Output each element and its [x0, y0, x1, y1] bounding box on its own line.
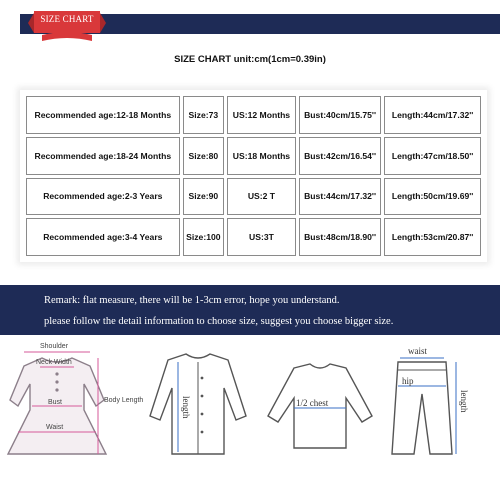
neck-width-label: Neck Width — [36, 359, 72, 366]
body-length-label: Body Length — [104, 397, 144, 404]
shirt-diagram — [150, 354, 246, 454]
age-cell: Recommended age:3-4 Years — [26, 218, 180, 256]
half-chest-label: 1/2 chest — [296, 398, 329, 408]
bust-label: Bust — [48, 399, 63, 406]
length-cell: Length:44cm/17.32'' — [384, 96, 481, 134]
sweater-diagram — [268, 364, 372, 448]
length-cell: Length:53cm/20.87'' — [384, 218, 481, 256]
us-size-cell: US:18 Months — [227, 137, 296, 175]
size-table-frame — [20, 90, 487, 262]
shirt-length-label: length — [181, 396, 191, 419]
table-row — [26, 96, 481, 134]
pants-diagram — [392, 346, 469, 454]
shoulder-label: Shoulder — [40, 343, 69, 350]
bust-cell: Bust:48cm/18.90'' — [299, 218, 381, 256]
size-cell: Size:80 — [183, 137, 224, 175]
remark-line-1: Remark: flat measure, there will be 1-3cm error, hope you understand. — [44, 295, 340, 306]
size-cell: Size:73 — [183, 96, 224, 134]
dress-diagram — [8, 343, 143, 454]
pants-hip-label: hip — [402, 376, 414, 386]
size-chart-title: SIZE CHART unit:cm(1cm=0.39in) — [174, 54, 326, 65]
length-cell: Length:50cm/19.69'' — [384, 178, 481, 216]
us-size-cell: US:12 Months — [227, 96, 296, 134]
age-cell: Recommended age:2-3 Years — [26, 178, 180, 216]
bust-cell: Bust:42cm/16.54'' — [299, 137, 381, 175]
table-row — [26, 137, 481, 175]
size-cell: Size:90 — [183, 178, 224, 216]
measurement-diagrams — [0, 336, 500, 500]
us-size-cell: US:3T — [227, 218, 296, 256]
age-cell: Recommended age:12-18 Months — [26, 96, 180, 134]
age-cell: Recommended age:18-24 Months — [26, 137, 180, 175]
remark-band — [0, 285, 500, 335]
pants-length-label: length — [459, 390, 469, 413]
pants-waist-label: waist — [408, 346, 427, 356]
bust-cell: Bust:40cm/15.75'' — [299, 96, 381, 134]
remark-line-2: please follow the detail information to choose size, suggest you choose bigger size. — [44, 316, 394, 327]
table-row — [26, 178, 481, 216]
length-cell: Length:47cm/18.50'' — [384, 137, 481, 175]
size-chart-ribbon — [28, 7, 106, 43]
us-size-cell: US:2 T — [227, 178, 296, 216]
table-row — [26, 218, 481, 256]
garment-diagrams-svg — [0, 336, 500, 500]
size-table — [23, 93, 484, 259]
size-cell: Size:100 — [183, 218, 224, 256]
waist-label: Waist — [46, 424, 64, 431]
size-chart-label: SIZE CHART — [40, 14, 94, 24]
bust-cell: Bust:44cm/17.32'' — [299, 178, 381, 216]
